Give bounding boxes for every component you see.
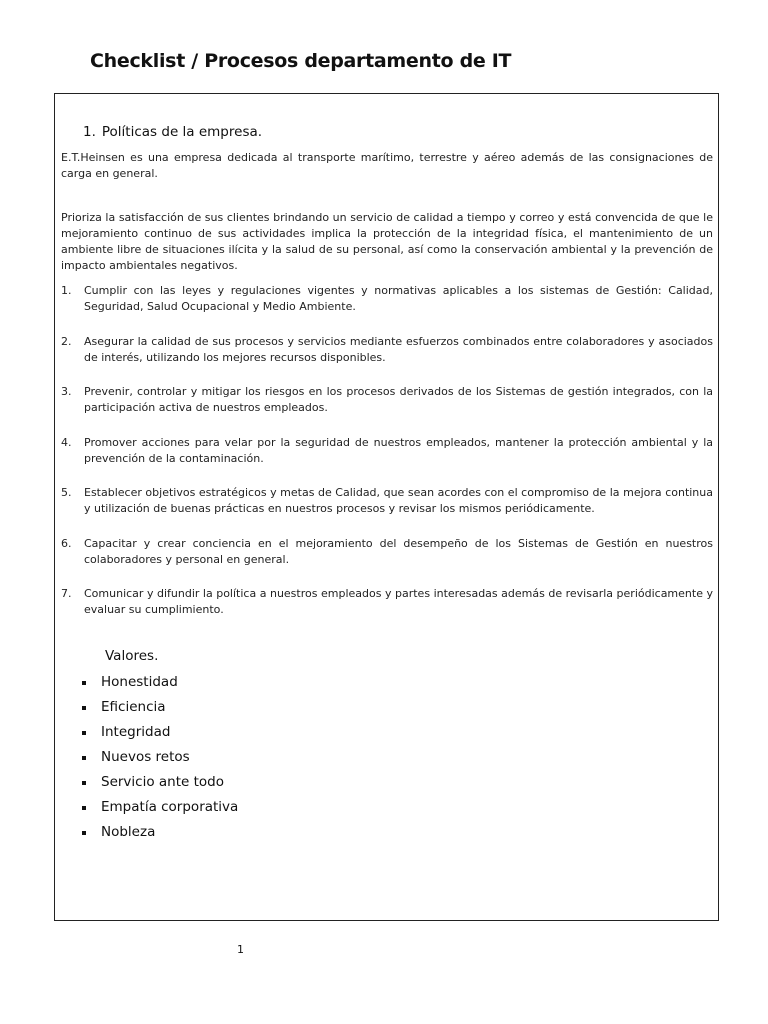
policy-text: Capacitar y crear conciencia en el mejoramiento del desempeño de los Sistemas de Gestión en nuestros colaboradores y personal en general. (84, 536, 713, 566)
value-item (79, 695, 238, 720)
square-bullet-icon (82, 831, 86, 835)
value-label: Integridad (101, 724, 171, 740)
value-item (79, 720, 238, 745)
content-frame (54, 93, 719, 921)
value-item (79, 670, 238, 695)
section-number: 1. (83, 124, 96, 140)
value-item (79, 745, 238, 770)
policy-marker: 2. (61, 334, 72, 348)
value-item (79, 770, 238, 795)
policy-text: Establecer objetivos estratégicos y metas de Calidad, que sean acordes con el compromiso de la mejora continua y utilización de buenas prácticas en nuestros procesos y revisar los mismos periódicamente. (84, 486, 713, 515)
values-heading: Valores. (105, 648, 159, 664)
policy-marker: 7. (61, 587, 72, 600)
section-title: Políticas de la empresa. (101, 124, 263, 140)
square-bullet-icon (82, 781, 86, 785)
policy-text: Asegurar la calidad de sus procesos y servicios mediante esfuerzos combinados entre colaboradores y asociados de interés, utilizando los mejores recursos disponibles. (84, 334, 713, 364)
value-label: Honestidad (101, 674, 178, 690)
square-bullet-icon (82, 681, 86, 685)
policy-item (61, 435, 713, 467)
policy-text: Prevenir, controlar y mitigar los riesgos en los procesos derivados de los Sistemas de gestión integrados, con la participación activa de nuestros empleados. (84, 385, 713, 414)
value-label: Eficiencia (101, 699, 166, 715)
value-label: Nuevos retos (101, 749, 190, 765)
policy-marker: 5. (61, 486, 72, 499)
square-bullet-icon (82, 706, 86, 710)
section-heading (83, 124, 262, 140)
value-item (79, 795, 238, 820)
company-description-paragraph: E.T.Heinsen es una empresa dedicada al transporte marítimo, terrestre y aéreo además de las consignaciones de carga en general. (61, 151, 713, 180)
page-number: 1 (237, 943, 244, 956)
policy-marker: 6. (61, 536, 72, 550)
policy-item (61, 485, 713, 517)
square-bullet-icon (82, 806, 86, 810)
policy-text: Cumplir con las leyes y regulaciones vigentes y normativas aplicables a los sistemas de Gestión: Calidad, Seguridad, Salud Ocupacional y Medio Ambiente. (84, 284, 713, 313)
policy-text: Comunicar y difundir la política a nuestros empleados y partes interesadas además de revisarla periódicamente y evaluar su cumplimiento. (84, 587, 713, 616)
policy-item (61, 334, 713, 366)
policy-item (61, 586, 713, 618)
policy-list (61, 283, 713, 637)
square-bullet-icon (82, 756, 86, 760)
value-item (79, 820, 238, 845)
value-label: Nobleza (101, 824, 156, 840)
policy-item (61, 384, 713, 416)
commitment-paragraph: Prioriza la satisfacción de sus clientes brindando un servicio de calidad a tiempo y correo y está convencida de que le mejoramiento continuo de sus actividades implica la protección de la integridad física, el mantenimiento de un ambiente libre de situaciones ilícita y la salud de su personal, así como la conservación ambiental y la prevención de impacto ambientales negativos. (61, 211, 713, 272)
policy-text: Promover acciones para velar por la seguridad de nuestros empleados, mantener la protección ambiental y la prevención de la contaminación. (84, 435, 713, 465)
policy-item (61, 283, 713, 315)
values-list (79, 670, 238, 845)
document-title: Checklist / Procesos departamento de IT (90, 50, 512, 72)
value-label: Empatía corporativa (101, 799, 239, 815)
value-label: Servicio ante todo (101, 774, 224, 790)
square-bullet-icon (82, 731, 86, 735)
policy-marker: 3. (61, 385, 72, 398)
policy-marker: 1. (61, 284, 72, 297)
policy-item (61, 536, 713, 568)
policy-marker: 4. (61, 435, 72, 449)
